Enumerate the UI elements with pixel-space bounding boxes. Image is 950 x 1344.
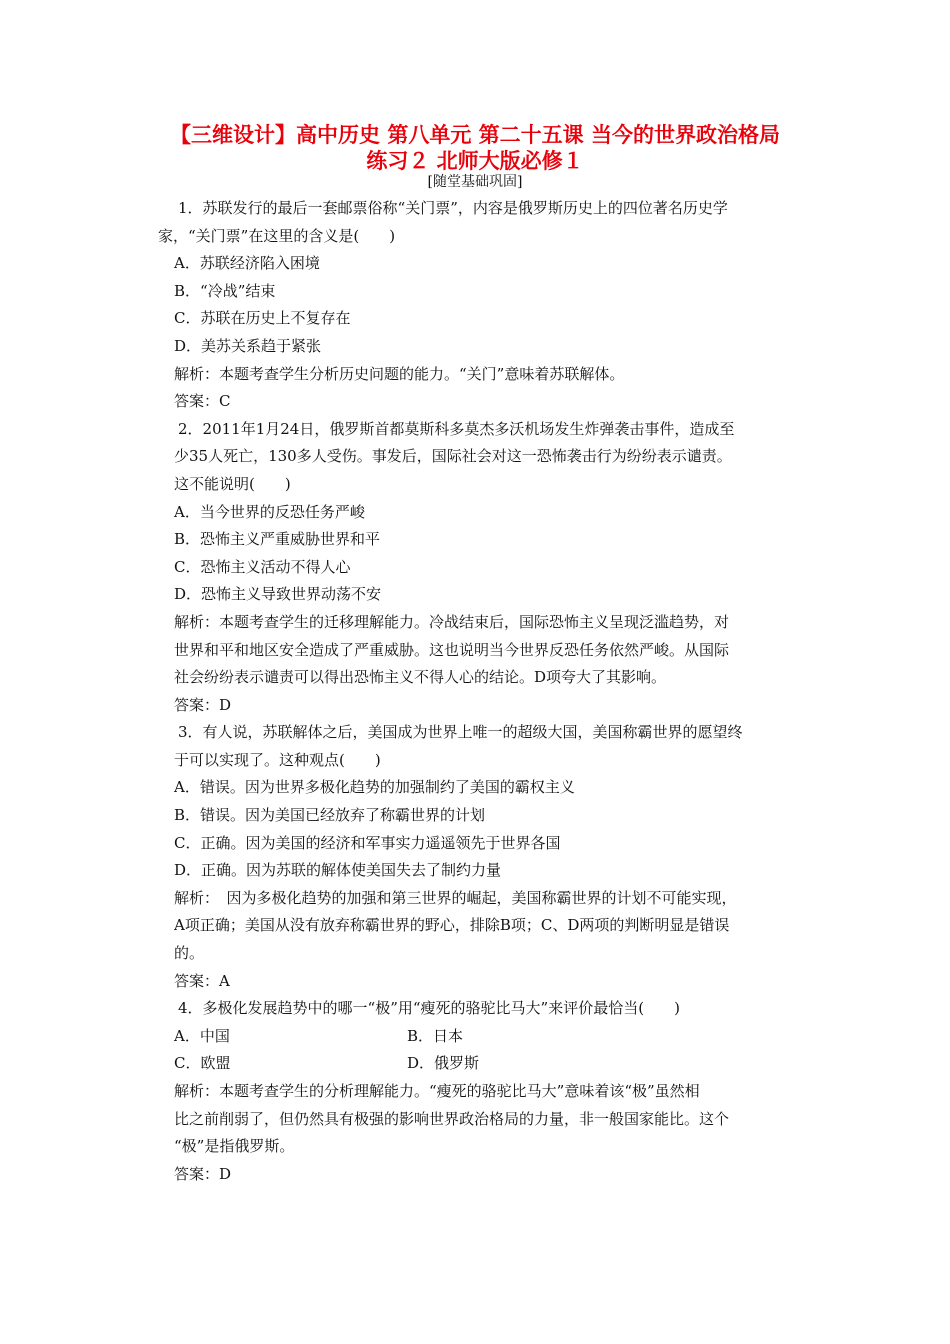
q4-analysis-line1: 解析：本题考查学生的分析理解能力。“瘦死的骆驼比马大”意味着该“极”虽然相 <box>174 1082 700 1100</box>
q2-analysis-line3: 社会纷纷表示谴责可以得出恐怖主义不得人心的结论。D项夸大了其影响。 <box>174 668 667 687</box>
q1-analysis: 解析：本题考查学生分析历史问题的能力。“关门”意味着苏联解体。 <box>174 364 625 383</box>
q2-analysis-line1: 解析：本题考查学生的迁移理解能力。冷战结束后，国际恐怖主义呈现泛滥趋势，对 <box>174 612 730 631</box>
q3-option-a: A．错误。因为世界多极化趋势的加强制约了美国的霸权主义 <box>174 778 575 797</box>
q1-stem-line2: 家，“关门票”在这里的含义是( ) <box>158 226 396 245</box>
q2-stem-line2: 少35人死亡，130多人受伤。事发后，国际社会对这一恐怖袭击行为纷纷表示谴责。 <box>174 447 732 466</box>
q3-stem-line2: 于可以实现了。这种观点( ) <box>174 750 381 769</box>
q2-option-a: A．当今世界的反恐任务严峻 <box>174 502 365 521</box>
q4-options-row2 <box>174 1050 810 1078</box>
document-title-line1: 【三维设计】高中历史 第八单元 第二十五课 当今的世界政治格局 <box>170 122 780 147</box>
q1-option-d: D．美苏关系趋于紧张 <box>174 336 322 355</box>
q2-answer: 答案：D <box>174 695 232 714</box>
q4-analysis-line3: “极”是指俄罗斯。 <box>174 1137 295 1156</box>
q3-option-c: C．正确。因为美国的经济和军事实力遥遥领先于世界各国 <box>174 833 561 852</box>
q3-stem-line1: 3．有人说，苏联解体之后，美国成为世界上唯一的超级大国，美国称霸世界的愿望终 <box>178 723 743 742</box>
q2-option-c: C．恐怖主义活动不得人心 <box>174 557 351 576</box>
q3-option-b: B．错误。因为美国已经放弃了称霸世界的计划 <box>174 806 486 825</box>
q4-stem: 4．多极化发展趋势中的哪一“极”用“瘦死的骆驼比马大”来评价最恰当( ) <box>178 999 680 1018</box>
q1-option-b: B．“冷战”结束 <box>174 281 276 300</box>
q2-analysis-line2: 世界和平和地区安全造成了严重威胁。这也说明当今世界反恐任务依然严峻。从国际 <box>174 640 730 659</box>
section-subtitle: [随堂基础巩固] <box>427 174 523 190</box>
q3-analysis-line3: 的。 <box>174 944 205 963</box>
q4-option-c: C．欧盟 <box>174 1054 231 1073</box>
q2-stem-line3: 这不能说明( ) <box>174 474 291 493</box>
q4-option-b: B．日本 <box>407 1026 464 1045</box>
q3-answer: 答案：A <box>174 971 230 990</box>
q2-option-b: B．恐怖主义严重威胁世界和平 <box>174 530 381 549</box>
q4-option-a: A．中国 <box>174 1026 230 1045</box>
q3-analysis-line1: 解析： 因为多极化趋势的加强和第三世界的崛起，美国称霸世界的计划不可能实现， <box>174 888 737 907</box>
q4-options-row1 <box>174 1023 810 1051</box>
q2-stem-line1: 2．2011年1月24日，俄罗斯首都莫斯科多莫杰多沃机场发生炸弹袭击事件，造成至 <box>178 419 735 438</box>
questions-body <box>158 195 810 1188</box>
q4-answer: 答案：D <box>174 1164 232 1183</box>
q4-analysis-line2: 比之前削弱了，但仍然具有极强的影响世界政治格局的力量，非一般国家能比。这个 <box>174 1109 730 1128</box>
q1-option-c: C．苏联在历史上不复存在 <box>174 309 351 328</box>
q1-option-a: A．苏联经济陷入困境 <box>174 254 320 273</box>
q1-answer: 答案：C <box>174 392 231 411</box>
document-title-line2: 练习２ 北师大版必修１ <box>366 148 584 173</box>
q2-option-d: D．恐怖主义导致世界动荡不安 <box>174 585 382 604</box>
q1-stem-line1: 1．苏联发行的最后一套邮票俗称“关门票”，内容是俄罗斯历史上的四位著名历史学 <box>178 199 728 217</box>
q4-option-d: D．俄罗斯 <box>407 1054 480 1073</box>
q3-option-d: D．正确。因为苏联的解体使美国失去了制约力量 <box>174 861 502 880</box>
q3-analysis-line2: A项正确；美国从没有放弃称霸世界的野心，排除B项；C、D两项的判断明显是错误 <box>174 916 730 935</box>
